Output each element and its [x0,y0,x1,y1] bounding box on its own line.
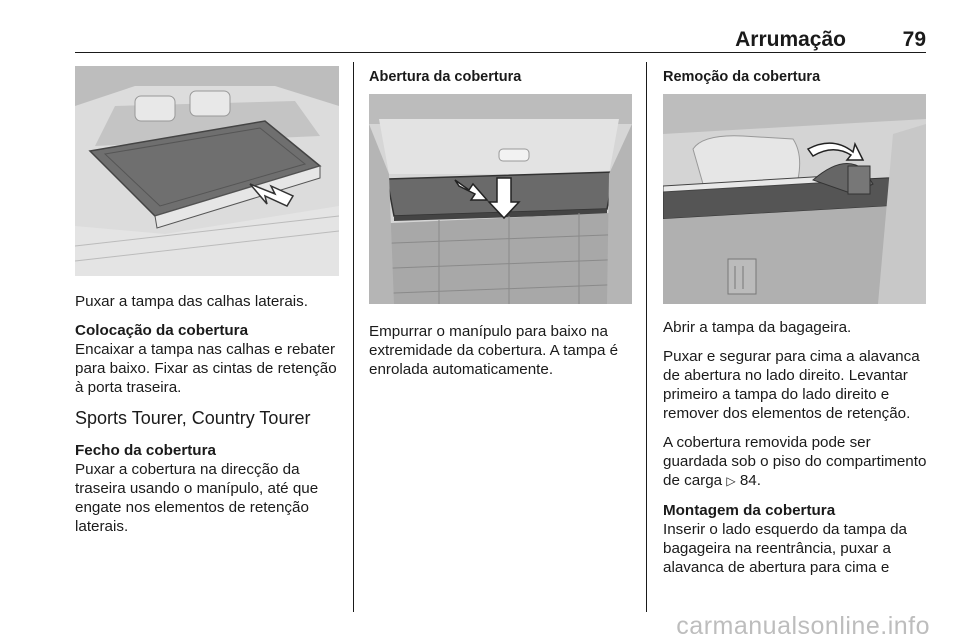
removal-step-2: Puxar e segurar para cima a alavanca de abertura no lado direito. Levantar primeiro a tampa do lado direito e remover dos elementos de retenção. [663,348,920,422]
install-text: Encaixar a tampa nas calhas e rebater para baixo. Fixar as cintas de retenção à porta traseira. [75,341,337,396]
removal-step-3-text: A cobertura removida pode ser guardada sob o piso do compartimento de carga [663,434,927,489]
figure-caption: Puxar a tampa das calhas laterais. [75,293,308,310]
header-rule [75,52,926,53]
column-1 [75,292,343,546]
figure-cover-removal-hatch [75,66,339,276]
mount-text: Inserir o lado esquerdo da tampa da bagageira na reentrância, puxar a alavanca de abertura para cima e [663,521,908,576]
close-paragraph [75,441,343,536]
column-3 [663,318,933,587]
column-divider-1 [353,62,354,612]
section-heading: Sports Tourer, Country Tourer [75,408,311,428]
close-text: Puxar a cobertura na direcção da traseira usando o manípulo, até que engate nos elementos de retenção laterais. [75,461,319,535]
watermark: carmanualsonline.info [676,612,930,640]
mount-heading: Montagem da cobertura [663,502,836,519]
install-heading: Colocação da cobertura [75,322,249,339]
removal-step-3 [663,433,933,491]
install-paragraph [75,321,343,397]
column-2 [369,322,637,389]
page-reference-icon: ▷ [726,474,736,488]
column-divider-2 [646,62,647,612]
opening-text: Empurrar o manípulo para baixo na extremidade da cobertura. A tampa é enrolada automaticamente. [369,323,619,378]
page-number: 79 [902,28,926,51]
page-title: Arrumação [735,28,846,51]
removal-heading: Remoção da cobertura [663,69,821,85]
removal-step-1: Abrir a tampa da bagageira. [663,319,852,336]
figure-cover-removal [663,94,926,304]
figure-cover-opening [369,94,632,304]
mount-paragraph [663,501,933,577]
close-heading: Fecho da cobertura [75,442,216,459]
removal-step-3-ref: 84. [739,472,761,489]
opening-heading: Abertura da cobertura [369,69,522,85]
